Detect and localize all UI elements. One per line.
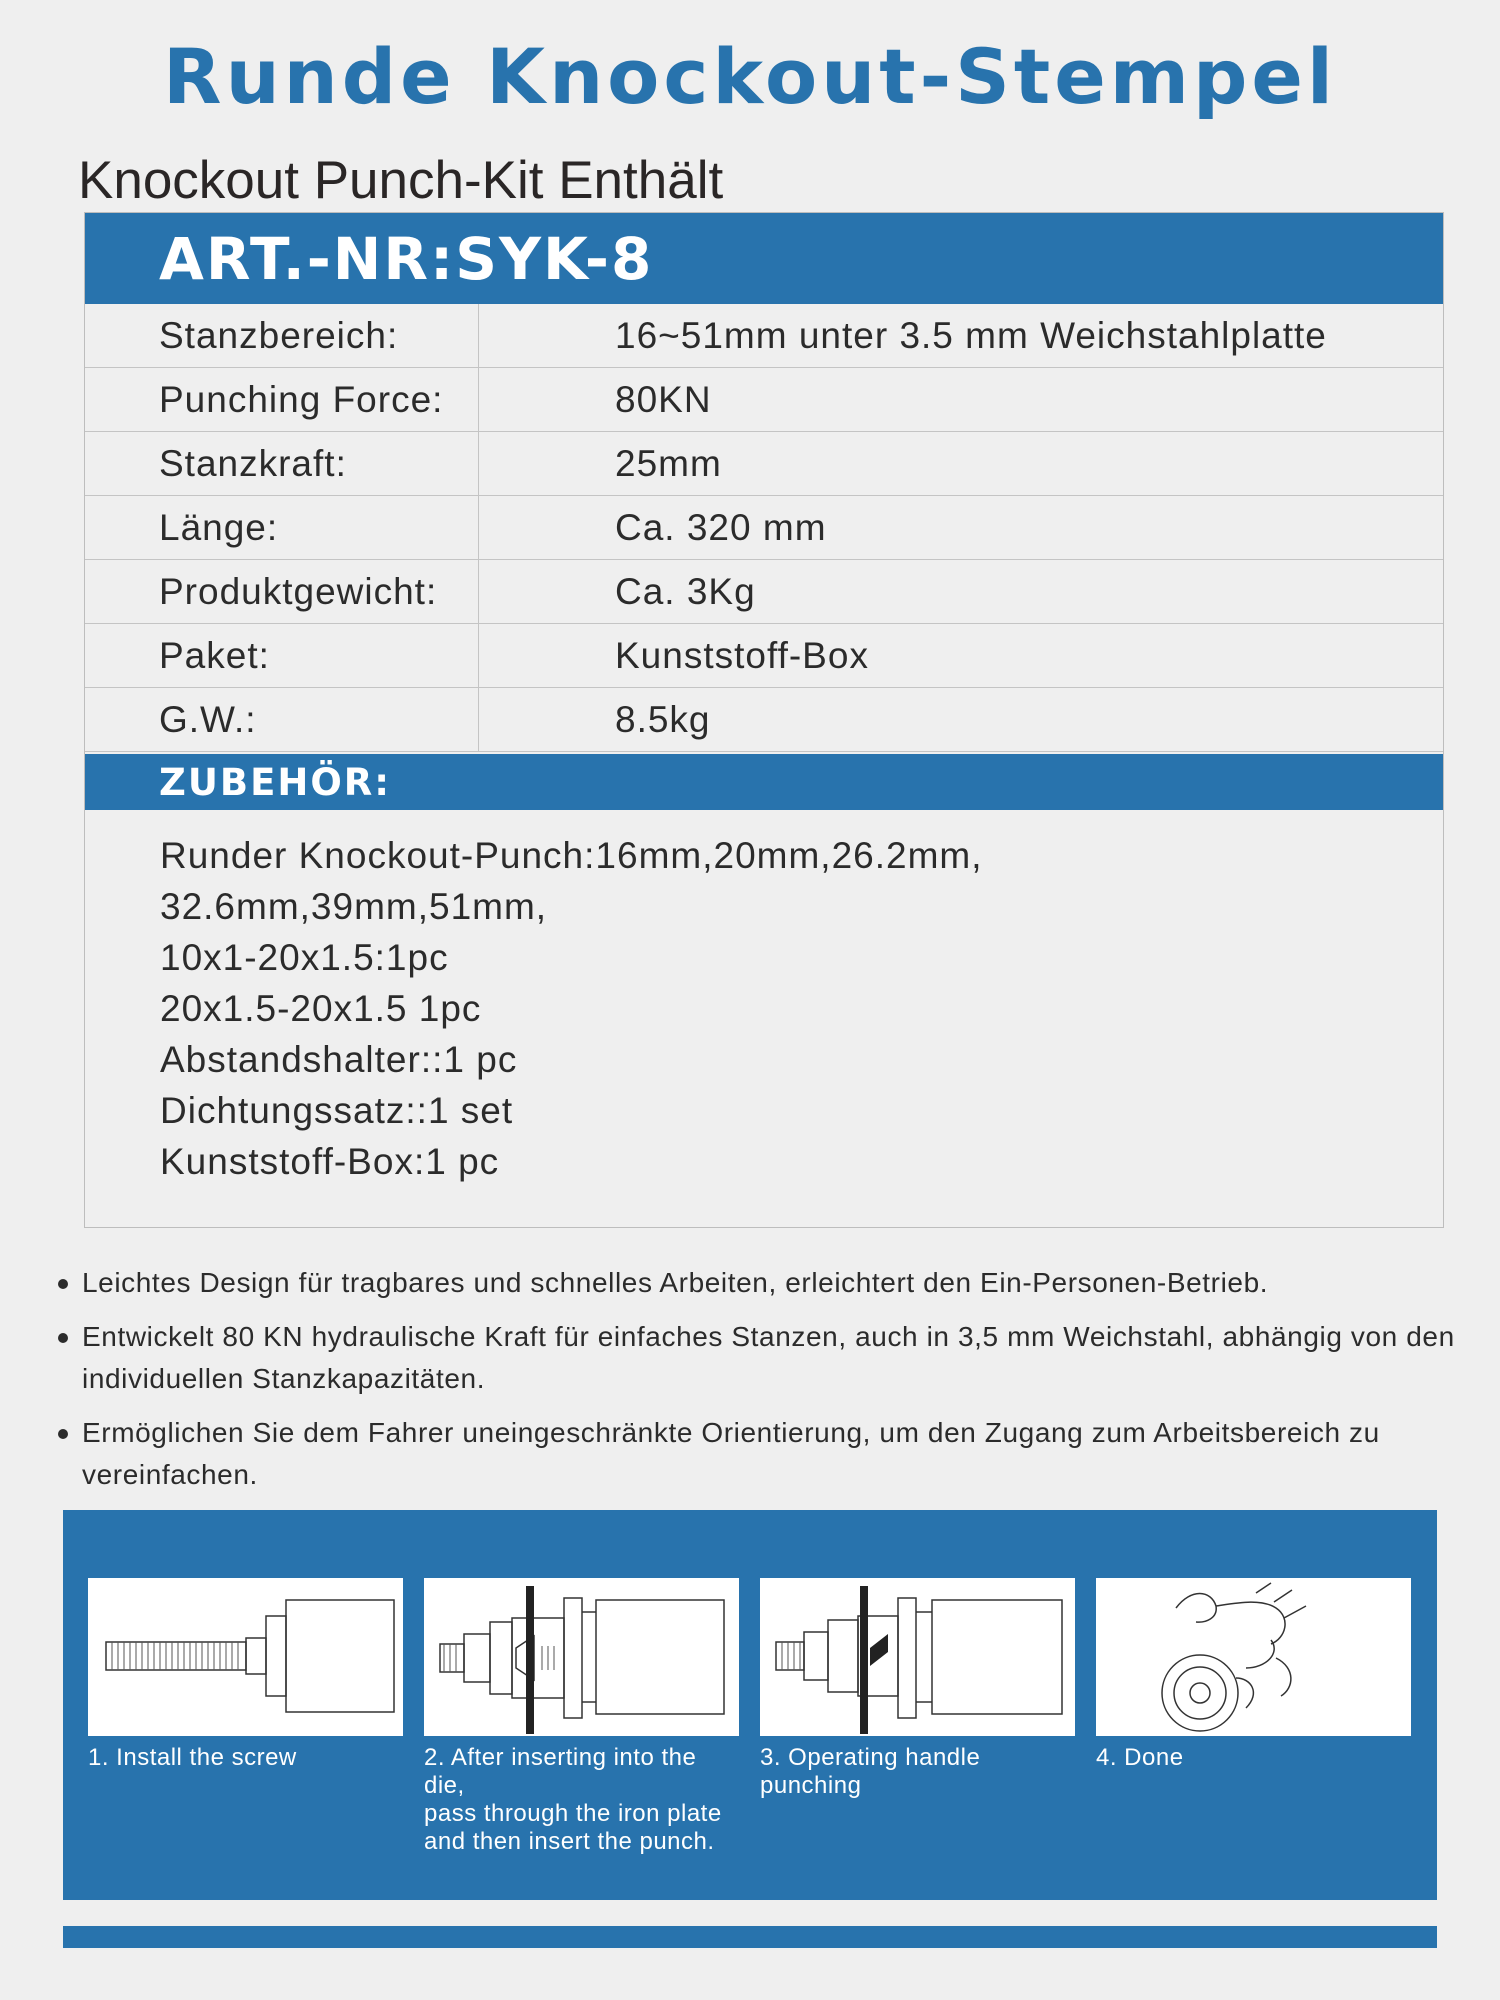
spec-label: Länge: bbox=[159, 507, 279, 548]
accessory-item: 20x1.5-20x1.5 1pc bbox=[160, 988, 482, 1029]
accessory-item: Kunststoff-Box:1 pc bbox=[160, 1141, 500, 1182]
accessories-header: ZUBEHÖR: bbox=[85, 754, 1443, 810]
spec-label: Punching Force: bbox=[159, 379, 444, 420]
spec-row-force bbox=[85, 368, 1443, 432]
accessories-list bbox=[160, 830, 983, 1187]
spec-label: Stanzkraft: bbox=[159, 443, 347, 484]
spec-row-length bbox=[85, 496, 1443, 560]
page-title: Runde Knockout-Stempel bbox=[163, 32, 1337, 121]
spec-label: Produktgewicht: bbox=[159, 571, 438, 612]
feature-item bbox=[58, 1412, 1458, 1496]
page-subtitle: Knockout Punch-Kit Enthält bbox=[78, 151, 724, 210]
spec-row-gross-weight bbox=[85, 688, 1443, 752]
spec-row-stroke bbox=[85, 432, 1443, 496]
accessory-item: 32.6mm,39mm,51mm, bbox=[160, 886, 548, 927]
bullet-icon bbox=[58, 1279, 68, 1289]
spec-row-weight bbox=[85, 560, 1443, 624]
spec-value: 80KN bbox=[615, 379, 712, 420]
step-caption: 3. Operating handle punching bbox=[760, 1744, 981, 1799]
spec-rows bbox=[85, 304, 1443, 752]
feature-text: Entwickelt 80 KN hydraulische Kraft für einfaches Stanzen, auch in 3,5 mm Weichstahl, abhängig von den individuellen Stanzkapazitäten. bbox=[82, 1321, 1455, 1394]
spec-row-range bbox=[85, 304, 1443, 368]
bullet-icon bbox=[58, 1429, 68, 1439]
finished-hole-icon bbox=[1096, 1578, 1411, 1736]
usage-steps-panel bbox=[63, 1510, 1437, 1900]
accessory-item: Dichtungssatz::1 set bbox=[160, 1090, 514, 1131]
spec-label: Paket: bbox=[159, 635, 270, 676]
step-1 bbox=[88, 1578, 403, 1772]
die-plate-punch-icon bbox=[424, 1578, 739, 1736]
step-caption: 4. Done bbox=[1096, 1744, 1184, 1771]
feature-list bbox=[58, 1262, 1458, 1508]
spec-value: Kunststoff-Box bbox=[615, 635, 869, 676]
handle-punching-icon bbox=[760, 1578, 1075, 1736]
step-caption: 2. After inserting into the die, pass through the iron plate and then insert the punch. bbox=[424, 1744, 722, 1855]
spec-value: Ca. 320 mm bbox=[615, 507, 827, 548]
feature-text: Ermöglichen Sie dem Fahrer uneingeschränkte Orientierung, um den Zugang zum Arbeitsbereich zu vereinfachen. bbox=[82, 1417, 1380, 1490]
spec-value: 16~51mm unter 3.5 mm Weichstahlplatte bbox=[615, 315, 1327, 356]
bullet-icon bbox=[58, 1333, 68, 1343]
spec-row-package bbox=[85, 624, 1443, 688]
step-caption: 1. Install the screw bbox=[88, 1744, 297, 1771]
screw-install-icon bbox=[88, 1578, 403, 1736]
accessory-item: Abstandshalter::1 pc bbox=[160, 1039, 518, 1080]
accessory-item: 10x1-20x1.5:1pc bbox=[160, 937, 449, 978]
spec-value: 25mm bbox=[615, 443, 722, 484]
accessory-item: Runder Knockout-Punch:16mm,20mm,26.2mm, bbox=[160, 835, 983, 876]
feature-item bbox=[58, 1262, 1458, 1304]
spec-table bbox=[84, 212, 1444, 1228]
step-4 bbox=[1096, 1578, 1411, 1772]
column-divider bbox=[478, 304, 479, 752]
step-3 bbox=[760, 1578, 1075, 1800]
step-2 bbox=[424, 1578, 739, 1856]
feature-text: Leichtes Design für tragbares und schnelles Arbeiten, erleichtert den Ein-Personen-Betrieb. bbox=[82, 1267, 1269, 1298]
article-number: ART.-NR:SYK-8 bbox=[85, 213, 1443, 304]
spec-value: 8.5kg bbox=[615, 699, 711, 740]
footer-bar bbox=[63, 1926, 1437, 1948]
spec-value: Ca. 3Kg bbox=[615, 571, 756, 612]
feature-item bbox=[58, 1316, 1458, 1400]
spec-label: G.W.: bbox=[159, 699, 257, 740]
spec-label: Stanzbereich: bbox=[159, 315, 399, 356]
